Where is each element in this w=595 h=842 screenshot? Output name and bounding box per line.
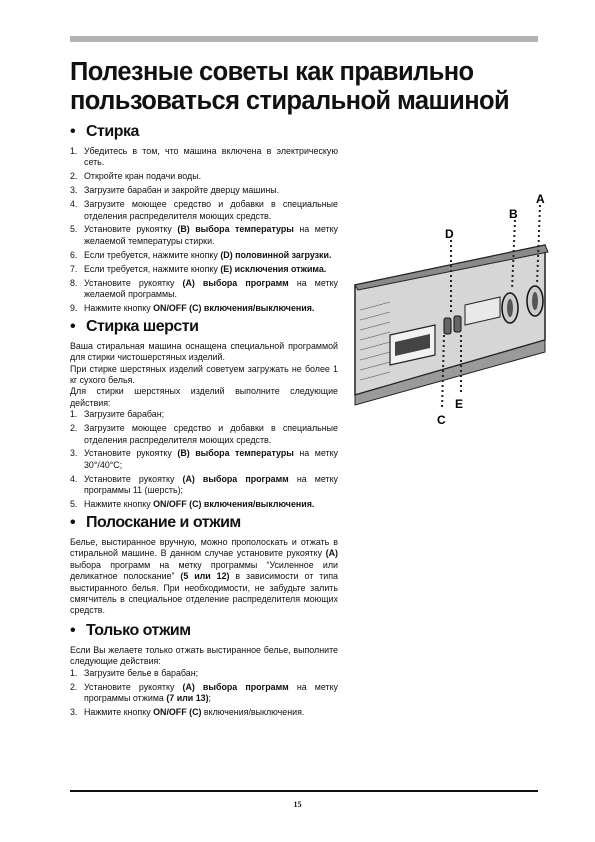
list-item: 1. Загрузите барабан; bbox=[70, 409, 165, 420]
section-heading-wash: • Стирка bbox=[70, 123, 139, 140]
wool-steps bbox=[70, 409, 338, 510]
text-column bbox=[70, 122, 338, 721]
section-heading-rinse: • Полоскание и отжим bbox=[70, 513, 241, 531]
wool-para-2: При стирке шерстяных изделий советуем загружать не более 1 кг сухого белья. bbox=[70, 363, 338, 385]
top-rule bbox=[70, 36, 538, 42]
label-e: E bbox=[455, 397, 464, 411]
list-item: 3. Загрузите барабан и закройте дверцу машины. bbox=[70, 185, 280, 196]
list-item: 5. Установите рукоятку (B) выбора температуры на метку желаемой температуры стирки. bbox=[70, 224, 338, 246]
wash-steps bbox=[70, 146, 338, 314]
label-d: D bbox=[445, 227, 454, 241]
list-item: 2. Установите рукоятку (A) выбора программ на метку программы отжима (7 или 13); bbox=[70, 681, 338, 703]
label-b: B bbox=[509, 207, 518, 221]
section-heading-wool: • Стирка шерсти bbox=[70, 317, 199, 335]
list-item: 5. Нажмите кнопку ON/OFF (C) включения/выключения. bbox=[70, 499, 315, 510]
bottom-rule bbox=[70, 790, 538, 792]
list-item: 2. Загрузите моющее средство и добавки в специальные отделения распределителя моющих средств. bbox=[70, 423, 338, 445]
page-title: Полезные советы как правильно пользоваться стиральной машиной bbox=[70, 58, 510, 115]
label-a: A bbox=[536, 192, 545, 206]
control-panel-illustration bbox=[350, 190, 550, 435]
wool-para-1: Ваша стиральная машина оснащена специальной программой для стирки чистошерстяных изделий. bbox=[70, 340, 338, 363]
list-item: 3. Нажмите кнопку ON/OFF (C) включения/выключения. bbox=[70, 706, 305, 717]
list-item: 1. Убедитесь в том, что машина включена в электрическую сеть. bbox=[70, 146, 338, 168]
list-item: 1. Загрузите белье в барабан; bbox=[70, 667, 199, 678]
rinse-para: Белье, выстиранное вручную, можно прополоскать и отжать в стиральной машине. В данном случае установите рукоятку (A) выбора программ на метку программы “Усиленное или деликатное полоскание” (5 или 12) в зависимости от типа выстиранного белья. При необходимости, не забудьте залить смягчитель в специальное отделение распределителя моющих средств. bbox=[70, 536, 338, 616]
list-item: 7. Если требуется, нажмите кнопку (E) исключения отжима. bbox=[70, 263, 327, 274]
section-heading-spin: • Только отжим bbox=[70, 621, 191, 639]
list-item: 9. Нажмите кнопку ON/OFF (C) включения/выключения. bbox=[70, 302, 315, 313]
spin-steps bbox=[70, 668, 338, 719]
spin-para: Если Вы желаете только отжать выстиранное белье, выполните следующие действия: bbox=[70, 644, 338, 667]
label-c: C bbox=[437, 413, 446, 427]
wool-para-3: Для стирки шерстяных изделий выполните следующие действия: bbox=[70, 386, 338, 408]
list-item: 4. Загрузите моющее средство и добавки в специальные отделения распределителя моющих средств. bbox=[70, 199, 338, 221]
list-item: 2. Откройте кран подачи воды. bbox=[70, 171, 202, 182]
page-number: 15 bbox=[293, 800, 302, 809]
list-item: 4. Установите рукоятку (A) выбора программ на метку программы 11 (шерсть); bbox=[70, 473, 338, 496]
list-item: 3. Установите рукоятку (B) выбора температуры на метку 30°/40°C; bbox=[70, 448, 338, 470]
list-item: 6. Если требуется, нажмите кнопку (D) половинной загрузки. bbox=[70, 249, 332, 260]
list-item: 8. Установите рукоятку (A) выбора программ на метку желаемой программы. bbox=[70, 277, 338, 299]
